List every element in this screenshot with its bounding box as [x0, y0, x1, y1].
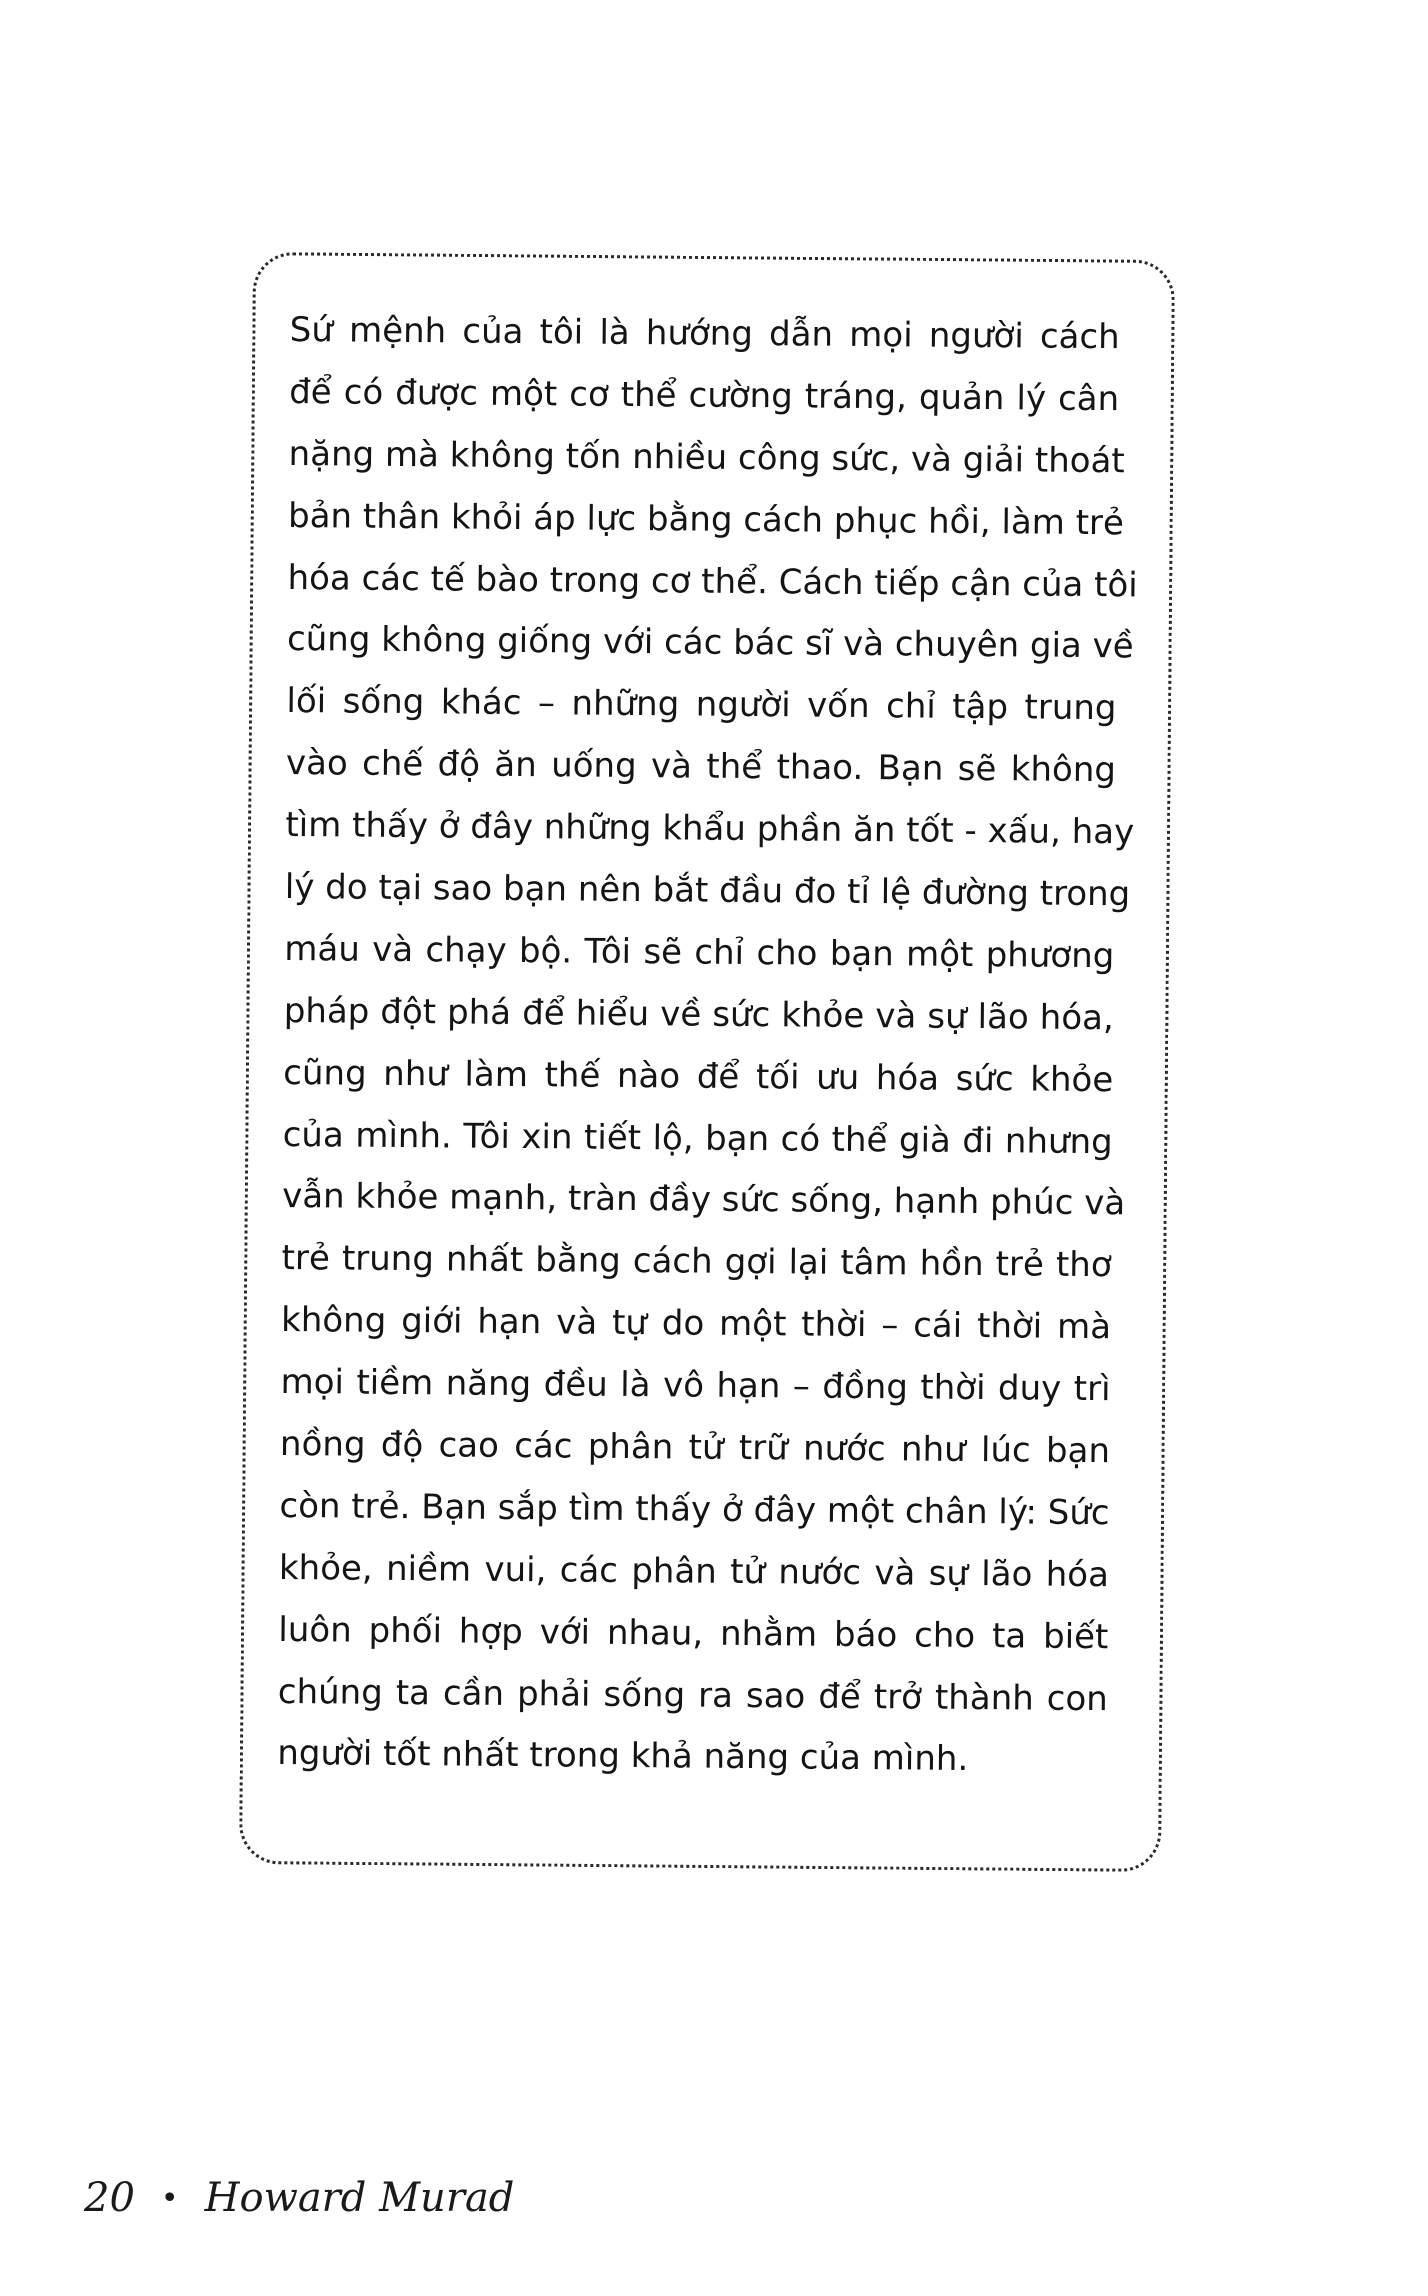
text-line: vào chế độ ăn uống và thể thao. Bạn sẽ không [285, 743, 1117, 791]
text-line: chúng ta cần phải sống ra sao để trở thành con [277, 1671, 1108, 1719]
text-line: lý do tại sao bạn nên bắt đầu đo tỉ lệ đường trong [284, 866, 1131, 915]
text-line: pháp đột phá để hiểu về sức khỏe và sự lão hóa, [283, 990, 1114, 1039]
text-line: để có được một cơ thể cường tráng, quản lý cân [289, 371, 1120, 420]
text-line: nặng mà không tốn nhiều công sức, và giải thoát [288, 433, 1125, 482]
text-line: người tốt nhất trong khả năng của mình. [277, 1733, 969, 1780]
text-line: cũng như làm thế nào để tối ưu hóa sức khỏe [283, 1052, 1114, 1100]
text-line: còn trẻ. Bạn sắp tìm thấy ở đây một chân lý: Sức [279, 1485, 1110, 1534]
text-line: Sứ mệnh của tôi là hướng dẫn mọi người cách [289, 309, 1120, 358]
text-line: máu và chạy bộ. Tôi sẽ chỉ cho bạn một phương [284, 928, 1115, 977]
text-line: lối sống khác – những người vốn chỉ tập trung [286, 681, 1117, 729]
boxed-paragraph [277, 300, 1138, 1793]
text-line: bản thân khỏi áp lực bằng cách phục hồi, làm trẻ [287, 495, 1125, 543]
text-line: hóa các tế bào trong cơ thể. Cách tiếp cận của tôi [287, 557, 1138, 605]
text-line: vẫn khỏe mạnh, tràn đầy sức sống, hạnh phúc và [282, 1176, 1126, 1224]
page-footer [84, 2168, 514, 2228]
text-line: nồng độ cao các phân tử trữ nước như lúc bạn [279, 1423, 1111, 1472]
text-line: luôn phối hợp với nhau, nhằm báo cho ta biết [278, 1609, 1109, 1657]
text-line: của mình. Tôi xin tiết lộ, bạn có thể già đi nhưng [282, 1114, 1113, 1162]
text-line: mọi tiềm năng đều là vô hạn – đồng thời duy trì [280, 1362, 1111, 1410]
text-line: khỏe, niềm vui, các phân tử nước và sự lão hóa [278, 1547, 1110, 1596]
text-line: cũng không giống với các bác sĩ và chuyên gia về [286, 619, 1134, 667]
text-line: trẻ trung nhất bằng cách gợi lại tâm hồn trẻ thơ [281, 1238, 1112, 1286]
text-line: không giới hạn và tự do một thời – cái thời mà [280, 1300, 1112, 1348]
footer-separator: • [160, 2180, 179, 2216]
page-number: 20 [84, 2175, 135, 2221]
text-line: tìm thấy ở đây những khẩu phần ăn tốt - xấu, hay [285, 805, 1135, 853]
running-author: Howard Murad [204, 2175, 515, 2221]
